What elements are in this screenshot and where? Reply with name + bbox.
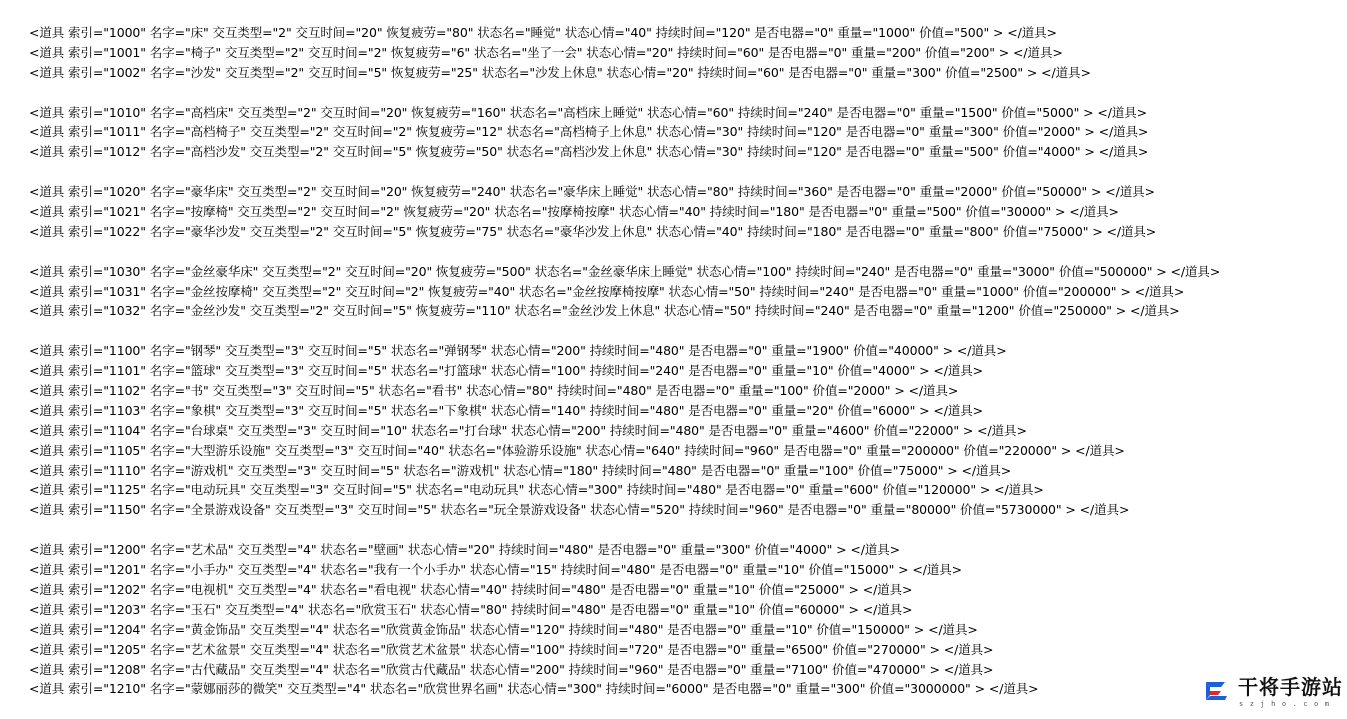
text-line: <道具 索引="1210" 名字="蒙娜丽莎的微笑" 交互类型="4" 状态名="欣赏世界名画" 状态心情="300" 持续时间="6000" 是否电器="0" 重量="300" 价值="3000000" > </道具> — [29, 681, 1039, 697]
text-line: <道具 索引="1110" 名字="游戏机" 交互类型="3" 交互时间="5" 状态名="游戏机" 状态心情="180" 持续时间="480" 是否电器="0" 重量="100" 价值="75000" > </道具> — [29, 462, 1012, 478]
text-line: <道具 索引="1001" 名字="椅子" 交互类型="2" 交互时间="2" 恢复疲劳="6" 状态名="坐了一会" 状态心情="20" 持续时间="60" 是否电器="0" 重量="200" 价值="200" > </道具> — [29, 44, 1063, 60]
stylized-e-logo-icon — [1201, 674, 1231, 704]
text-line: <道具 索引="1125" 名字="电动玩具" 交互类型="3" 交互时间="5" 状态名="电动玩具" 状态心情="300" 持续时间="480" 是否电器="0" 重量="600" 价值="120000" > </道具> — [29, 482, 1044, 498]
text-line: <道具 索引="1104" 名字="台球桌" 交互类型="3" 交互时间="10" 状态名="打台球" 状态心情="200" 持续时间="480" 是否电器="0" 重量="4600" 价值="22000" > </道具> — [29, 422, 1027, 438]
text-line: <道具 索引="1032" 名字="金丝沙发" 交互类型="2" 交互时间="5" 恢复疲劳="110" 状态名="金丝沙发上休息" 状态心情="50" 持续时间="240" 是否电器="0" 重量="1200" 价值="250000" > </道具> — [29, 303, 1180, 319]
text-line: <道具 索引="1201" 名字="小手办" 交互类型="4" 状态名="我有一个小手办" 状态心情="15" 持续时间="480" 是否电器="0" 重量="10" 价值="15000" > </道具> — [29, 562, 963, 578]
watermark-domain: szjho.com — [1239, 700, 1336, 708]
text-line: <道具 索引="1200" 名字="艺术品" 交互类型="4" 状态名="壁画" 状态心情="20" 持续时间="480" 是否电器="0" 重量="300" 价值="4000" > </道具> — [29, 542, 901, 558]
text-line: <道具 索引="1100" 名字="钢琴" 交互类型="3" 交互时间="5" 状态名="弹钢琴" 状态心情="200" 持续时间="480" 是否电器="0" 重量="1900" 价值="40000" > </道具> — [29, 343, 1007, 359]
text-line: <道具 索引="1105" 名字="大型游乐设施" 交互类型="3" 交互时间="40" 状态名="体验游乐设施" 状态心情="640" 持续时间="960" 是否电器="0" 重量="200000" 价值="220000" > </道具> — [29, 442, 1125, 458]
text-line: <道具 索引="1000" 名字="床" 交互类型="2" 交互时间="20" 恢复疲劳="80" 状态名="睡觉" 状态心情="40" 持续时间="120" 是否电器="0" 重量="1000" 价值="500" > </道具> — [29, 25, 1057, 40]
watermark-site-name: 干将手游站 — [1238, 675, 1343, 699]
text-line: <道具 索引="1150" 名字="全景游戏设备" 交互类型="3" 交互时间="5" 状态名="玩全景游戏设备" 状态心情="520" 持续时间="960" 是否电器="0" 重量="80000" 价值="5730000" > </道具> — [29, 502, 1130, 518]
text-line: <道具 索引="1204" 名字="黄金饰品" 交互类型="4" 状态名="欣赏黄金饰品" 状态心情="120" 持续时间="480" 是否电器="0" 重量="10" 价值="150000" > </道具> — [29, 621, 978, 637]
text-line: <道具 索引="1021" 名字="按摩椅" 交互类型="2" 交互时间="2" 恢复疲劳="20" 状态名="按摩椅按摩" 状态心情="40" 持续时间="180" 是否电器="0" 重量="500" 价值="30000" > </道具> — [29, 204, 1119, 220]
text-line: <道具 索引="1010" 名字="高档床" 交互类型="2" 交互时间="20" 恢复疲劳="160" 状态名="高档床上睡觉" 状态心情="60" 持续时间="240" 是否电器="0" 重量="1500" 价值="5000" > </道具> — [29, 104, 1148, 120]
item-group-premium — [29, 103, 1329, 163]
item-group-decor — [29, 540, 1329, 699]
item-group-golden — [29, 262, 1329, 322]
item-group-entertainment — [29, 341, 1329, 520]
text-line: <道具 索引="1020" 名字="豪华床" 交互类型="2" 交互时间="20" 恢复疲劳="240" 状态名="豪华床上睡觉" 状态心情="80" 持续时间="360" 是否电器="0" 重量="2000" 价值="50000" > </道具> — [29, 184, 1155, 200]
text-line: <道具 索引="1030" 名字="金丝豪华床" 交互类型="2" 交互时间="20" 恢复疲劳="500" 状态名="金丝豪华床上睡觉" 状态心情="100" 持续时间="240" 是否电器="0" 重量="3000" 价值="500000" > </道具> — [29, 263, 1221, 279]
text-line: <道具 索引="1031" 名字="金丝按摩椅" 交互类型="2" 交互时间="2" 恢复疲劳="40" 状态名="金丝按摩椅按摩" 状态心情="50" 持续时间="240" 是否电器="0" 重量="1000" 价值="200000" > </道具> — [29, 283, 1185, 299]
text-line: <道具 索引="1208" 名字="古代藏品" 交互类型="4" 状态名="欣赏古代藏品" 状态心情="200" 持续时间="960" 是否电器="0" 重量="7100" 价值="470000" > </道具> — [29, 661, 994, 677]
text-line: <道具 索引="1012" 名字="高档沙发" 交互类型="2" 交互时间="5" 恢复疲劳="50" 状态名="高档沙发上休息" 状态心情="30" 持续时间="120" 是否电器="0" 重量="500" 价值="4000" > </道具> — [29, 144, 1149, 160]
text-line: <道具 索引="1202" 名字="电视机" 交互类型="4" 状态名="看电视" 状态心情="40" 持续时间="480" 是否电器="0" 重量="10" 价值="25000" > </道具> — [29, 581, 913, 597]
text-line: <道具 索引="1022" 名字="豪华沙发" 交互类型="2" 交互时间="5" 恢复疲劳="75" 状态名="豪华沙发上休息" 状态心情="40" 持续时间="180" 是否电器="0" 重量="800" 价值="75000" > </道具> — [29, 223, 1157, 239]
text-line: <道具 索引="1101" 名字="篮球" 交互类型="3" 交互时间="5" 状态名="打篮球" 状态心情="100" 持续时间="240" 是否电器="0" 重量="10" 价值="4000" > </道具> — [29, 363, 984, 379]
text-line: <道具 索引="1102" 名字="书" 交互类型="3" 交互时间="5" 状态名="看书" 状态心情="80" 持续时间="480" 是否电器="0" 重量="100" 价值="2000" > </道具> — [29, 383, 959, 399]
text-line: <道具 索引="1103" 名字="象棋" 交互类型="3" 交互时间="5" 状态名="下象棋" 状态心情="140" 持续时间="480" 是否电器="0" 重量="20" 价值="6000" > </道具> — [29, 402, 984, 418]
text-line: <道具 索引="1205" 名字="艺术盆景" 交互类型="4" 状态名="欣赏艺术盆景" 状态心情="100" 持续时间="720" 是否电器="0" 重量="6500" 价值="270000" > </道具> — [29, 641, 994, 657]
document-content — [29, 23, 1329, 719]
item-group-luxury — [29, 182, 1329, 242]
site-watermark — [1193, 670, 1343, 710]
text-line: <道具 索引="1203" 名字="玉石" 交互类型="4" 状态名="欣赏玉石" 状态心情="80" 持续时间="480" 是否电器="0" 重量="10" 价值="60000" > </道具> — [29, 601, 913, 617]
item-group-basic — [29, 23, 1329, 83]
text-line: <道具 索引="1011" 名字="高档椅子" 交互类型="2" 交互时间="2" 恢复疲劳="12" 状态名="高档椅子上休息" 状态心情="30" 持续时间="120" 是否电器="0" 重量="300" 价值="2000" > </道具> — [29, 124, 1149, 140]
text-line: <道具 索引="1002" 名字="沙发" 交互类型="2" 交互时间="5" 恢复疲劳="25" 状态名="沙发上休息" 状态心情="20" 持续时间="60" 是否电器="0" 重量="300" 价值="2500" > </道具> — [29, 64, 1091, 80]
